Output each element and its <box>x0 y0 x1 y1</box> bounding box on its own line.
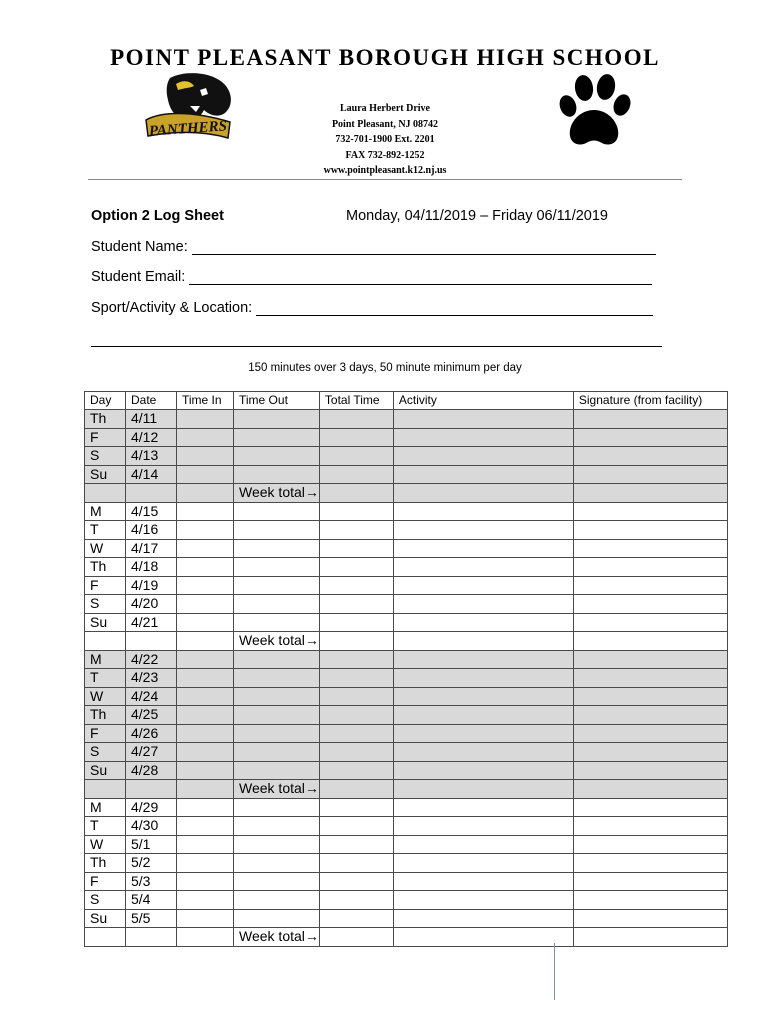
date-range: Monday, 04/11/2019 – Friday 06/11/2019 <box>346 208 608 224</box>
date-cell: 4/24 <box>126 687 177 706</box>
empty-cell <box>393 928 573 947</box>
table-row <box>85 539 728 558</box>
date-cell: 4/25 <box>126 706 177 725</box>
empty-cell <box>85 632 126 651</box>
date-cell: 4/29 <box>126 798 177 817</box>
signature-column-guide <box>554 943 555 1000</box>
time-out-cell[interactable] <box>234 465 320 484</box>
time-in-cell[interactable] <box>177 743 234 762</box>
date-cell: 4/19 <box>126 576 177 595</box>
total-time-cell[interactable] <box>319 595 393 614</box>
date-cell: 4/27 <box>126 743 177 762</box>
total-time-cell[interactable] <box>319 854 393 873</box>
time-in-cell[interactable] <box>177 428 234 447</box>
table-row <box>85 706 728 725</box>
table-row <box>85 558 728 577</box>
day-cell: W <box>85 835 126 854</box>
time-out-cell[interactable] <box>234 798 320 817</box>
day-cell: Th <box>85 410 126 429</box>
activity-cell[interactable] <box>393 521 573 540</box>
time-in-cell[interactable] <box>177 724 234 743</box>
day-cell: M <box>85 798 126 817</box>
table-row <box>85 817 728 836</box>
time-in-cell[interactable] <box>177 465 234 484</box>
signature-cell[interactable] <box>573 539 727 558</box>
signature-cell[interactable] <box>573 558 727 577</box>
time-in-cell[interactable] <box>177 872 234 891</box>
time-out-cell[interactable] <box>234 521 320 540</box>
student-name-label: Student Name: <box>91 239 188 255</box>
time-out-cell[interactable] <box>234 502 320 521</box>
date-cell: 5/5 <box>126 909 177 928</box>
table-row <box>85 724 728 743</box>
time-out-cell[interactable] <box>234 817 320 836</box>
total-time-cell[interactable] <box>319 687 393 706</box>
activity-cell[interactable] <box>393 724 573 743</box>
date-cell: 5/3 <box>126 872 177 891</box>
signature-cell[interactable] <box>573 521 727 540</box>
time-in-cell[interactable] <box>177 706 234 725</box>
activity-cell[interactable] <box>393 650 573 669</box>
school-name: POINT PLEASANT BOROUGH HIGH SCHOOL <box>110 45 660 70</box>
student-name-field[interactable] <box>91 239 656 255</box>
empty-cell <box>126 780 177 799</box>
time-in-cell[interactable] <box>177 650 234 669</box>
signature-cell[interactable] <box>573 761 727 780</box>
total-time-cell[interactable] <box>319 558 393 577</box>
activity-cell[interactable] <box>393 854 573 873</box>
empty-cell <box>126 928 177 947</box>
day-cell: T <box>85 817 126 836</box>
student-email-label: Student Email: <box>91 269 186 285</box>
time-out-cell[interactable] <box>234 447 320 466</box>
empty-cell <box>85 928 126 947</box>
total-time-cell[interactable] <box>319 410 393 429</box>
table-row <box>85 502 728 521</box>
time-out-cell[interactable] <box>234 428 320 447</box>
day-cell: W <box>85 539 126 558</box>
date-cell: 4/18 <box>126 558 177 577</box>
empty-cell <box>126 484 177 503</box>
day-cell: F <box>85 576 126 595</box>
day-cell: W <box>85 687 126 706</box>
week-total-cell[interactable] <box>319 632 393 651</box>
column-header: Day <box>85 392 126 410</box>
column-header: Activity <box>393 392 573 410</box>
signature-cell[interactable] <box>573 817 727 836</box>
time-in-cell[interactable] <box>177 613 234 632</box>
date-cell: 4/21 <box>126 613 177 632</box>
date-cell: 4/26 <box>126 724 177 743</box>
signature-cell[interactable] <box>573 724 727 743</box>
column-header: Total Time <box>319 392 393 410</box>
signature-cell[interactable] <box>573 465 727 484</box>
table-row <box>85 872 728 891</box>
activity-cell[interactable] <box>393 706 573 725</box>
school-address <box>270 101 500 179</box>
time-out-cell[interactable] <box>234 613 320 632</box>
time-out-cell[interactable] <box>234 410 320 429</box>
week-total-row <box>85 632 728 651</box>
day-cell: Su <box>85 613 126 632</box>
total-time-cell[interactable] <box>319 521 393 540</box>
date-cell: 4/14 <box>126 465 177 484</box>
time-in-cell[interactable] <box>177 595 234 614</box>
date-cell: 4/28 <box>126 761 177 780</box>
time-in-cell[interactable] <box>177 817 234 836</box>
activity-cell[interactable] <box>393 669 573 688</box>
activity-cell[interactable] <box>393 798 573 817</box>
empty-cell <box>573 632 727 651</box>
date-cell: 4/17 <box>126 539 177 558</box>
time-out-cell[interactable] <box>234 706 320 725</box>
panther-logo <box>140 70 240 150</box>
total-time-cell[interactable] <box>319 817 393 836</box>
signature-cell[interactable] <box>573 595 727 614</box>
signature-cell[interactable] <box>573 835 727 854</box>
day-cell: S <box>85 447 126 466</box>
day-cell: F <box>85 724 126 743</box>
signature-cell[interactable] <box>573 613 727 632</box>
signature-cell[interactable] <box>573 669 727 688</box>
activity-cell[interactable] <box>393 687 573 706</box>
time-out-cell[interactable] <box>234 743 320 762</box>
week-total-row <box>85 484 728 503</box>
signature-cell[interactable] <box>573 854 727 873</box>
total-time-cell[interactable] <box>319 447 393 466</box>
activity-cell[interactable] <box>393 539 573 558</box>
table-row <box>85 428 728 447</box>
time-in-cell[interactable] <box>177 761 234 780</box>
table-row <box>85 891 728 910</box>
empty-cell <box>177 484 234 503</box>
date-cell: 5/2 <box>126 854 177 873</box>
signature-cell[interactable] <box>573 743 727 762</box>
time-out-cell[interactable] <box>234 669 320 688</box>
address-line: www.pointpleasant.k12.nj.us <box>323 165 447 176</box>
requirement-note: 150 minutes over 3 days, 50 minute minimum per day <box>248 362 522 374</box>
time-in-cell[interactable] <box>177 909 234 928</box>
date-cell: 4/15 <box>126 502 177 521</box>
total-time-cell[interactable] <box>319 465 393 484</box>
activity-cell[interactable] <box>393 410 573 429</box>
header-divider <box>88 179 682 180</box>
time-out-cell[interactable] <box>234 595 320 614</box>
table-row <box>85 613 728 632</box>
signature-cell[interactable] <box>573 706 727 725</box>
total-time-cell[interactable] <box>319 669 393 688</box>
time-in-cell[interactable] <box>177 576 234 595</box>
total-time-cell[interactable] <box>319 835 393 854</box>
total-time-cell[interactable] <box>319 613 393 632</box>
empty-cell <box>85 780 126 799</box>
time-out-cell[interactable] <box>234 761 320 780</box>
address-line: FAX 732-892-1252 <box>345 149 425 161</box>
signature-cell[interactable] <box>573 502 727 521</box>
day-cell: Su <box>85 909 126 928</box>
column-header: Date <box>126 392 177 410</box>
day-cell: S <box>85 743 126 762</box>
address-line: Laura Herbert Drive <box>340 103 430 114</box>
date-cell: 4/22 <box>126 650 177 669</box>
activity-cell[interactable] <box>393 891 573 910</box>
table-row <box>85 595 728 614</box>
day-cell: S <box>85 595 126 614</box>
sport-location-field[interactable] <box>91 300 653 316</box>
column-header: Signature (from facility) <box>573 392 727 410</box>
total-time-cell[interactable] <box>319 539 393 558</box>
time-in-cell[interactable] <box>177 502 234 521</box>
activity-cell[interactable] <box>393 743 573 762</box>
time-out-cell[interactable] <box>234 891 320 910</box>
table-row <box>85 576 728 595</box>
table-row <box>85 669 728 688</box>
time-out-cell[interactable] <box>234 687 320 706</box>
empty-cell <box>177 928 234 947</box>
date-cell: 5/4 <box>126 891 177 910</box>
sport-location-line[interactable] <box>256 301 653 316</box>
activity-cell[interactable] <box>393 872 573 891</box>
time-in-cell[interactable] <box>177 835 234 854</box>
table-row <box>85 798 728 817</box>
address-line: 732-701-1900 Ext. 2201 <box>335 134 435 145</box>
activity-cell[interactable] <box>393 613 573 632</box>
time-out-cell[interactable] <box>234 835 320 854</box>
student-email-line[interactable] <box>189 270 652 285</box>
day-cell: Th <box>85 706 126 725</box>
day-cell: Su <box>85 465 126 484</box>
time-in-cell[interactable] <box>177 891 234 910</box>
time-out-cell[interactable] <box>234 558 320 577</box>
total-time-cell[interactable] <box>319 743 393 762</box>
time-in-cell[interactable] <box>177 447 234 466</box>
week-total-label: Week total→ <box>234 928 320 947</box>
day-cell: Th <box>85 854 126 873</box>
week-total-cell[interactable] <box>319 928 393 947</box>
table-row <box>85 447 728 466</box>
signature-cell[interactable] <box>573 891 727 910</box>
day-cell: S <box>85 891 126 910</box>
empty-cell <box>573 928 727 947</box>
time-out-cell[interactable] <box>234 650 320 669</box>
week-total-label: Week total→ <box>234 484 320 503</box>
week-total-label: Week total→ <box>234 780 320 799</box>
table-row <box>85 521 728 540</box>
table-header-row <box>85 392 728 410</box>
time-in-cell[interactable] <box>177 854 234 873</box>
date-cell: 4/12 <box>126 428 177 447</box>
address-line: Point Pleasant, NJ 08742 <box>331 118 439 130</box>
student-name-line[interactable] <box>192 240 656 255</box>
signature-cell[interactable] <box>573 909 727 928</box>
total-time-cell[interactable] <box>319 576 393 595</box>
total-time-cell[interactable] <box>319 909 393 928</box>
total-time-cell[interactable] <box>319 872 393 891</box>
week-total-label: Week total→ <box>234 632 320 651</box>
table-row <box>85 410 728 429</box>
logo-text: PANTHERS <box>148 118 228 140</box>
time-in-cell[interactable] <box>177 410 234 429</box>
empty-cell <box>573 780 727 799</box>
empty-cell <box>393 484 573 503</box>
day-cell: T <box>85 521 126 540</box>
empty-cell <box>177 632 234 651</box>
signature-cell[interactable] <box>573 576 727 595</box>
time-out-cell[interactable] <box>234 724 320 743</box>
signature-cell[interactable] <box>573 428 727 447</box>
total-time-cell[interactable] <box>319 891 393 910</box>
activity-cell[interactable] <box>393 502 573 521</box>
column-header: Time Out <box>234 392 320 410</box>
table-row <box>85 465 728 484</box>
activity-cell[interactable] <box>393 558 573 577</box>
time-in-cell[interactable] <box>177 558 234 577</box>
activity-cell[interactable] <box>393 465 573 484</box>
total-time-cell[interactable] <box>319 761 393 780</box>
week-total-cell[interactable] <box>319 780 393 799</box>
table-row <box>85 854 728 873</box>
activity-cell[interactable] <box>393 595 573 614</box>
total-time-cell[interactable] <box>319 650 393 669</box>
log-table-body <box>85 410 728 947</box>
signature-cell[interactable] <box>573 687 727 706</box>
empty-cell <box>85 484 126 503</box>
time-in-cell[interactable] <box>177 669 234 688</box>
table-row <box>85 835 728 854</box>
sport-location-continuation-line[interactable] <box>91 346 662 347</box>
signature-cell[interactable] <box>573 872 727 891</box>
date-cell: 5/1 <box>126 835 177 854</box>
time-in-cell[interactable] <box>177 687 234 706</box>
activity-cell[interactable] <box>393 447 573 466</box>
empty-cell <box>393 632 573 651</box>
table-row <box>85 650 728 669</box>
signature-cell[interactable] <box>573 447 727 466</box>
time-out-cell[interactable] <box>234 576 320 595</box>
day-cell: Su <box>85 761 126 780</box>
table-row <box>85 761 728 780</box>
time-out-cell[interactable] <box>234 539 320 558</box>
week-total-row <box>85 780 728 799</box>
time-in-cell[interactable] <box>177 539 234 558</box>
table-row <box>85 909 728 928</box>
day-cell: M <box>85 502 126 521</box>
total-time-cell[interactable] <box>319 724 393 743</box>
date-cell: 4/23 <box>126 669 177 688</box>
total-time-cell[interactable] <box>319 706 393 725</box>
day-cell: T <box>85 669 126 688</box>
activity-cell[interactable] <box>393 761 573 780</box>
activity-cell[interactable] <box>393 909 573 928</box>
sport-location-label: Sport/Activity & Location: <box>91 300 253 316</box>
total-time-cell[interactable] <box>319 798 393 817</box>
total-time-cell[interactable] <box>319 428 393 447</box>
activity-cell[interactable] <box>393 576 573 595</box>
time-in-cell[interactable] <box>177 521 234 540</box>
activity-cell[interactable] <box>393 817 573 836</box>
empty-cell <box>126 632 177 651</box>
empty-cell <box>393 780 573 799</box>
table-row <box>85 687 728 706</box>
day-cell: F <box>85 872 126 891</box>
log-table <box>84 391 728 947</box>
column-header: Time In <box>177 392 234 410</box>
time-out-cell[interactable] <box>234 909 320 928</box>
signature-cell[interactable] <box>573 650 727 669</box>
total-time-cell[interactable] <box>319 502 393 521</box>
week-total-row <box>85 928 728 947</box>
activity-cell[interactable] <box>393 835 573 854</box>
week-total-cell[interactable] <box>319 484 393 503</box>
date-cell: 4/16 <box>126 521 177 540</box>
empty-cell <box>177 780 234 799</box>
table-row <box>85 743 728 762</box>
student-email-field[interactable] <box>91 269 652 285</box>
day-cell: Th <box>85 558 126 577</box>
time-out-cell[interactable] <box>234 872 320 891</box>
time-out-cell[interactable] <box>234 854 320 873</box>
activity-cell[interactable] <box>393 428 573 447</box>
date-cell: 4/13 <box>126 447 177 466</box>
signature-cell[interactable] <box>573 798 727 817</box>
date-cell: 4/11 <box>126 410 177 429</box>
sheet-title: Option 2 Log Sheet <box>91 208 224 224</box>
paw-print-icon <box>554 72 634 152</box>
date-cell: 4/20 <box>126 595 177 614</box>
empty-cell <box>573 484 727 503</box>
time-in-cell[interactable] <box>177 798 234 817</box>
signature-cell[interactable] <box>573 410 727 429</box>
day-cell: F <box>85 428 126 447</box>
date-cell: 4/30 <box>126 817 177 836</box>
day-cell: M <box>85 650 126 669</box>
